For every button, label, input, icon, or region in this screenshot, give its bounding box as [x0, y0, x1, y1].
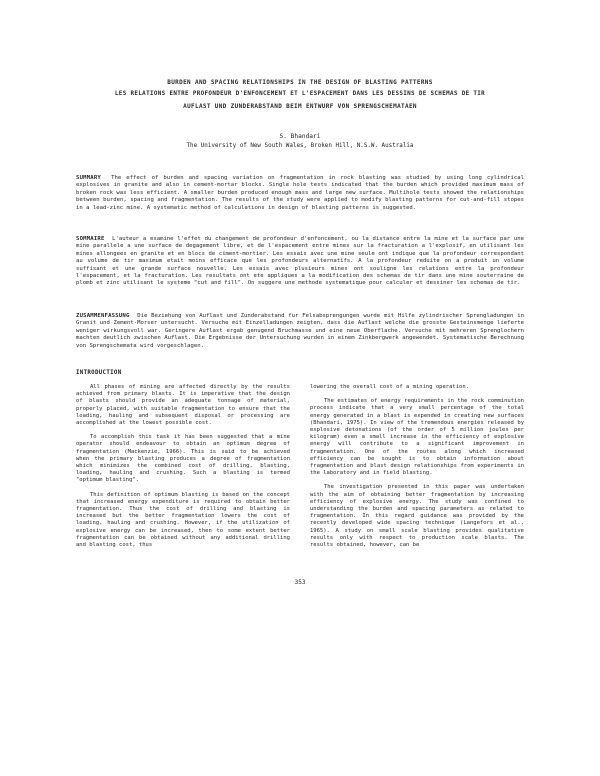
title-german: AUFLAST UND ZUNDERABSTAND BEIM ENTWURF VON SPRENGSCHEMATAEN	[183, 103, 417, 110]
zusammenfassung-block	[76, 313, 524, 350]
left-paragraph: All phases of mining are affected directly by the results achieved from primary blasts. It is imperative that the design of blasts should provide an adequate tonnage of material, properly placed, with suitable fragmentation to ensure that the loading, hauling and subsequent disposal or processing are accomplished at the lowest possible cost.	[76, 384, 290, 427]
right-column	[310, 384, 524, 556]
affiliation: The University of New South Wales, Broken Hill, N.S.W. Australia	[186, 143, 414, 149]
right-paragraph: The investigation presented in this paper was undertaken with the aim of obtaining better fragmentation by increasing efficiency of explosive energy. The study was confined to understanding the burden and spacing parameters as related to fragmentation. In this regard guidance was provided by the recently developed wide spacing technique (Langefors et al., 1965). A study on small scale blasting provides qualitative results only with respect to production scale blasts. The results obtained, however, can be	[310, 484, 524, 549]
zusammenfassung-text: Die Beziehung von Auflast und Zunderabstand fur Felsabsprengungen wurde mit Hilfe zylindrischer Sprengladungen in Granit und Zement-Morser untersucht. Versuche mit Einzelladungen zeigten, dass die Auflast welche die grosste Gesteinsmenge lieferte weniger wirkungsvoll war. Geringere Auflast ergab genugend Bruchmasse und eine neue Oberflache. Versuche mit mehreren Sprenglochern machten deutlich zwischen Auflast. Die Ergebnisse der Untersuchung wurden in einem Zinkbergwerk angewendet. Systematische Berechnung von Sprengschemata wird vorgeschlagen.	[76, 313, 524, 349]
left-paragraph: To accomplish this task it has been suggested that a mine operator should endeavour to obtain an optimum degree of fragmentation (Mackenzie, 1966). This is said to be achieved when the primary blasting produces a degree of fragmentation which minimizes the combined cost of drilling, blasting, loading, hauling and crushing. Such a blasting is termed "optimum blasting".	[76, 434, 290, 484]
right-paragraph: The estimates of energy requirements in the rock comminution process indicate that a very small percentage of the total energy generated in a blast is expended in creating new surfaces (Bhandari, 1975). In view of the tremendous energies released by explosive detonations (of the order of 5 million joules per kilogram) even a small increase in the efficiency of explosive energy will contribute to a significant improvement in fragmentation. One of the routes along which increased efficiency can be sought is to obtain information about fragmentation and blast design relationships from experiments in the laboratory and in field blasting.	[310, 398, 524, 477]
introduction-heading: INTRODUCTION	[76, 370, 122, 376]
left-paragraph: This definition of optimum blasting is based on the concept that increased energy expenditure is required to obtain better fragmentation. Thus the cost of drilling and blasting is increased but the better fragmentation lowers the cost of loading, hauling and crushing. However, if the utilization of explosive energy can be increased, then to some extent better fragmentation can be obtained without any additional drilling and blasting cost, thus	[76, 491, 290, 549]
summary-block	[76, 175, 524, 212]
page-number: 353	[294, 579, 306, 586]
author: S. Bhandari	[279, 133, 321, 140]
summary-label: SUMMARY	[76, 175, 101, 181]
sommaire-label: SOMMAIRE	[76, 236, 105, 242]
right-paragraph: lowering the overall cost of a mining operation.	[310, 384, 469, 390]
sommaire-block	[76, 236, 524, 288]
summary-text: The effect of burden and spacing variation on fragmentation in rock blasting was studied by using long cylindrical explosives in granite and also in cement-mortar blocks. Single hole tests indicated that the burden which provided maximum mass of broken rock was less efficient. A smaller burden produced enough mass and large new surface. Multihole tests showed the relationships between burden, spacing and fragmentation. The results of the study were applied to modify blasting patterns for cut-and-fill stopes in a lead-zinc mine. A systematic method of calculations in design of blasting patterns is suggested.	[76, 175, 524, 211]
zusammenfassung-label: ZUSAMMENFASSUNG	[76, 313, 130, 319]
title-french: LES RELATIONS ENTRE PROFONDEUR D'ENFONCEMENT ET L'ESPACEMENT DANS LES DESSINS DE SCHEMAS DE TIR	[114, 91, 486, 97]
title-english: BURDEN AND SPACING RELATIONSHIPS IN THE DESIGN OF BLASTING PATTERNS	[167, 79, 433, 86]
left-column	[76, 384, 290, 556]
sommaire-text: L'auteur a examine l'effet du changement de profondeur d'enfoncement, ou la distance entre la mine et la surface par une mine parallele a une surface de degagement libre, et de l'espacement entre mines sur la fracturation a l'explosif, en utilisant les mines allongees en granite et en blocs de ciment-mortier. Les essais avec une mine seule ont indique que la profondeur correspondant au volume de tir maximum etait moins efficace que les profondeurs alternatifs. A la profondeur reduite on a produit un volume suffisant et une grande surface nouvelle. Les essais avec plusieurs mines ont souligne les relations entre la profondeur l'espacement, et la fracturation. Les resultats ont ete appliques a la modification des schemas de tir dans une mine souterraine de plomb et zinc utilisant le systeme "cut and fill". On suggere une methode systematique pour calculer et dessiner les schemas de tir.	[76, 236, 524, 287]
